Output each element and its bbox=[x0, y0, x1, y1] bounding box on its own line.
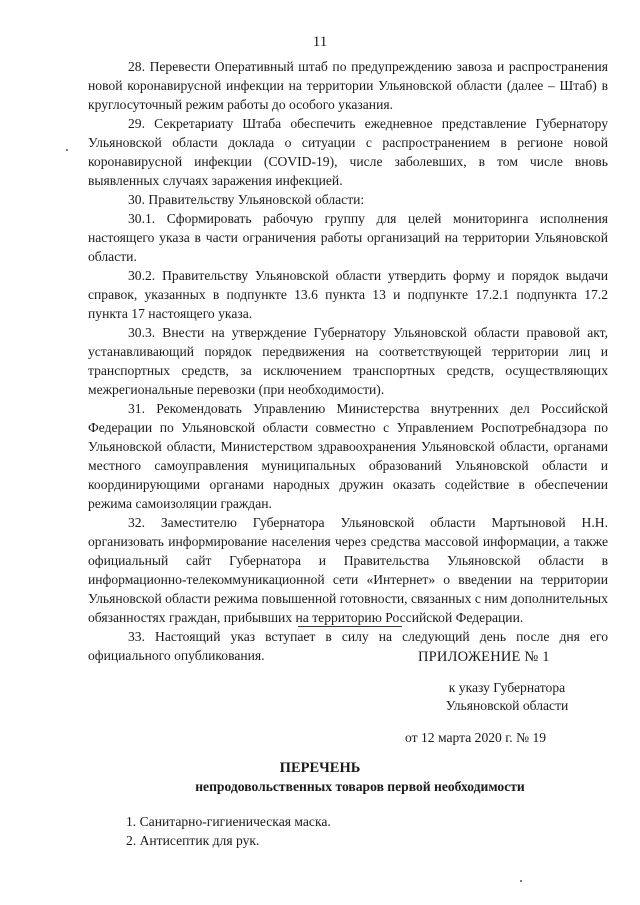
paragraph-33: 33. Настоящий указ вступает в силу на следующий день после дня его официального опубликования. bbox=[88, 629, 608, 663]
list-item: 1. Санитарно-гигиеническая маска. bbox=[126, 814, 331, 829]
paragraph-29: 29. Секретариату Штаба обеспечить ежедневное представление Губернатору Ульяновской области доклада о ситуации с распространением в регионе новой коронавирусной инфекции (COVID-19), числе заболевших, в том числе вновь выявленных случаях заражения инфекцией. bbox=[88, 116, 608, 188]
paragraph-30-3: 30.3. Внести на утверждение Губернатору Ульяновской области правовой акт, устанавливающий порядок передвижения на соответствующей территории лиц и транспортных средств, за исключением транспортных средств, осуществляющих межрегиональные перевозки (при необходимости). bbox=[88, 325, 608, 397]
paragraph-32: 32. Заместителю Губернатора Ульяновской области Мартыновой Н.Н. организовать информирование населения через средства массовой информации, а также официальный сайт Губернатора и Правительства Ульяновской области в информационно-телекоммуникационной сети «Интернет» о введении на территории Ульяновской области режима повышенной готовности, связанных с ним дополнительных обязанностях граждан, прибывших на территорию Российской Федерации. bbox=[88, 515, 608, 625]
list-subtitle: непродовольственных товаров первой необходимости bbox=[195, 779, 525, 794]
appendix-reference-line1: к указу Губернатора bbox=[448, 680, 566, 695]
appendix-reference bbox=[412, 679, 602, 715]
page-number: 11 bbox=[312, 34, 328, 50]
scan-speck bbox=[520, 880, 522, 882]
paragraph-30: 30. Правительству Ульяновской области: bbox=[128, 192, 365, 207]
paragraph-28: 28. Перевести Оперативный штаб по предупреждению завоза и распространения новой коронавирусной инфекции на территории Ульяновской области (далее – Штаб) в круглосуточный режим работы до особого указания. bbox=[88, 59, 608, 112]
appendix-title: ПРИЛОЖЕНИЕ № 1 bbox=[418, 649, 550, 665]
paragraph-30-2: 30.2. Правительству Ульяновской области утвердить форму и порядок выдачи справок, указанных в подпункте 13.6 пункта 13 и подпункте 17.2.1 подпункта 17.2 пункта 17 настоящего указа. bbox=[88, 268, 608, 321]
scan-speck bbox=[66, 149, 68, 151]
separator-line bbox=[298, 626, 402, 627]
list-title: ПЕРЕЧЕНЬ bbox=[279, 760, 361, 776]
list-item: 2. Антисептик для рук. bbox=[126, 833, 260, 848]
paragraph-31: 31. Рекомендовать Управлению Министерства внутренних дел Российской Федерации по Ульяновской области совместно с Управлением Роспотребнадзора по Ульяновской области, Министерством здравоохранения Ульяновской области, органами местного самоуправления муниципальных образований Ульяновской области и координирующими органами народных дружин оказать содействие в обеспечении режима самоизоляции граждан. bbox=[88, 401, 608, 511]
paragraph-30-1: 30.1. Сформировать рабочую группу для целей мониторинга исполнения настоящего указа в части ограничения работы организаций на территории Ульяновской области. bbox=[88, 211, 608, 264]
appendix-date: от 12 марта 2020 г. № 19 bbox=[405, 730, 547, 745]
document-body bbox=[88, 57, 608, 665]
goods-list bbox=[126, 812, 331, 850]
appendix-reference-line2: Ульяновской области bbox=[445, 698, 569, 713]
